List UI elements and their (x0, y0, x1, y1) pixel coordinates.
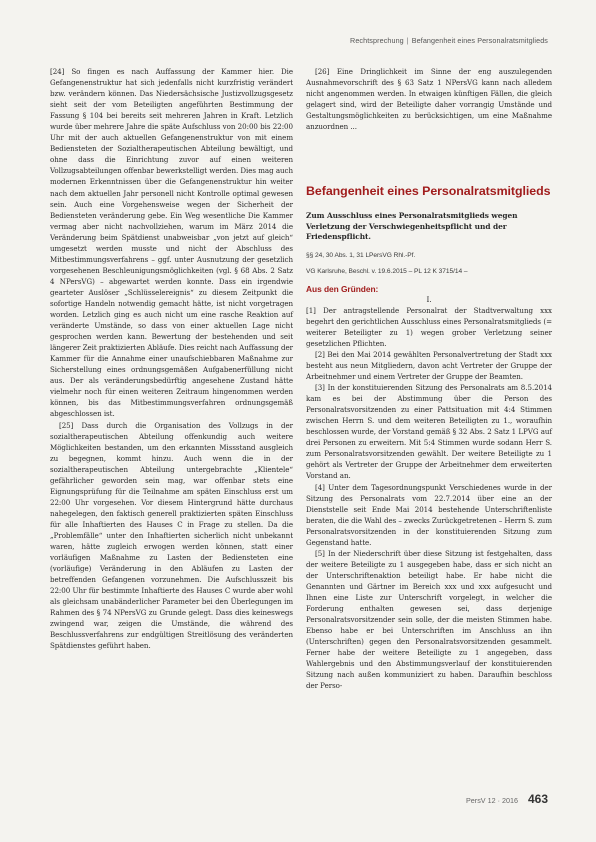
paragraph-2: [2] Bei den Mai 2014 gewählten Personalvertretung der Stadt xxx besteht aus neun Mitgliedern, davon acht Vertreter der Gruppe der Arbeitnehmer und einem Vertreter der Gruppe der Beamten. (306, 349, 552, 382)
statute-citation: §§ 24, 30 Abs. 1, 31 LPersVG Rhl.-Pf. (306, 251, 416, 259)
header-section: Rechtsprechung (350, 36, 404, 45)
paragraph-5: [5] In der Niederschrift über diese Sitzung ist festgehalten, dass der weitere Beteiligte zu 1 ausgegeben habe, dass er sich nicht an der Unterschriftenaktion beteiligt habe. Er habe nicht die Genannten und Gärtner im Bereich xxx und xxx aufgesucht und Ihnen eine Liste zur Unterschrift vorgelegt, in welcher die Forderung enthalten gewesen sei, dass derjenige Personalratsvorsitzender sein solle, der die meisten Stimmen habe. Ebenso habe er bei Unterschriften im Anschluss an ihn (Unterschriften) gegen den Personalratsvorsitzenden gesammelt. Ferner habe der weitere Beteiligte zu 1 angegeben, dass Wahlergebnis und den Abstimmungsverlauf der konstituierenden Sitzung nach außen kommuniziert zu haben. Daraufhin beschloss der Perso- (306, 548, 552, 691)
header-topic: Befangenheit eines Personalratsmitglieds (411, 36, 548, 45)
court-reference: VG Karlsruhe, Beschl. v. 19.6.2015 – PL 12 K 3715/14 – (306, 267, 468, 275)
journal-issue: PersV 12 · 2016 (466, 796, 518, 805)
reasons-heading: Aus den Gründen: (306, 283, 379, 294)
paragraph-24: [24] So fingen es nach Auffassung der Kammer hier. Die Gefangenenstruktur hat sich jedenfalls nicht kurzfristig verändert bzw. verändern können. Das Niedersächsische Justizvollzugsgesetz sieht seit der vom Beteiligten angeführten Bestimmung der Fassung § 104 bei bereits seit mehreren Jahren in Kraft. Letzlich wurde über mehrere Jahre die späte Aufschluss von 20:00 bis 22:00 Uhr mit der auch aktuellen Gefangenenstruktur von mit einem Bediensteten der Sozialtherapeutischen Abteilung bewältigt, und ohne dass die Einrichtung zuvor auf einen weiteren Vollzugsabteilungen offenbar bewerkstelligt werden. Dies mag auch modernen Erkenntnissen über die Gefangenenstruktur hin weiter nach dem aktuellen Jahr personell nicht Kontrolle optimal gewesen sein. Auch eine Vorgehensweise wegen der Sicherheit der Bediensteten veränderung gebe. Ein Weg wesentliche Die Kammer vermag aber nicht nachvollziehen, warum im März 2014 die Veränderung beim Spätdienst unabweisbar „von jetzt auf gleich“ umgesetzt werden musste und nicht der Abschluss des Mitbestimmungsverfahrens – ggf. unter Ausnutzung der gesetzlich vorgesehenen Beschleunigungsmöglichkeiten (vgl. § 68 Abs. 2 Satz 4 NPersVG) – abgewartet werden konnte. Dass ein irgendwie gearteter Auslöser „Schlüsselereignis“ zu diesem Zeitpunkt die sofortige Handeln notwendig gemacht hätte, ist nicht vorgetragen worden. Letzlich ging es auch nicht um eine rasche Reaktion auf veränderte Umstände, so dass von einer aktuellen Lage nicht gesprochen werden kann. Bewertung der bestehenden und seit längerer Zeit praktizierten Abläufe. Dies reicht nach Auffassung der Kammer für die Annahme einer unaufschiebbaren Maßnahme zur Sicherstellung eines ordnungsgemäßen Aufgabenerfüllung nicht aus. Der als veränderungsbedürftig angesehene Zustand hätte vielmehr noch für einen weiteren Zeitraum hingenommen werden können, bis das Mitbestimmungsverfahren ordnungsgemäß abgeschlossen ist. (50, 67, 293, 419)
section-title: Befangenheit eines Personalratsmitglieds (306, 184, 551, 199)
running-header (350, 36, 548, 45)
paragraph-1: [1] Der antragstellende Personalrat der Stadtverwaltung xxx begehrt den gerichtlichen Ausschluss eines Personalratsmitglieds (= weiterer Beteiligter zu 1) wegen grober Verletzung seiner gesetzlichen Pflichten. (306, 305, 552, 348)
paragraph-26: [26] Eine Dringlichkeit im Sinne der eng auszulegenden Ausnahmevorschrift des § 63 Satz 1 NPersVG kann nach alledem nicht angenommen werden. In etwaigen künftigen Fällen, die gleich gelagert sind, wird der Beteiligte daher vorrangig Umstände und Gestaltungsmöglichkeiten zu berücksichtigen, um eine Maßnahme anzuordnen ... (306, 67, 552, 132)
right-column (306, 66, 552, 691)
paragraph-3: [3] In der konstituierenden Sitzung des Personalrats am 8.5.2014 kam es bei der Abstimmung über die Person des Personalratsvorsitzenden zu einer Pattsituation mit 4:4 Stimmen zwischen Herrn S. und dem weiteren Beteiligten zu 1., woraufhin beschlossen wurde, der Vorstand gemäß § 32 Abs. 2 Satz 1 LPVG auf drei Personen zu erweitern. Mit 5:4 Stimmen wurde sodann Herr S. zum Personalratsvorsitzenden gewählt. Der weitere Beteiligte zu 1 gehört als Vertreter der Gruppe der Arbeitnehmer dem erweiterten Vorstand an. (306, 383, 552, 481)
left-column (50, 66, 293, 651)
paragraph-4: [4] Unter dem Tagesordnungspunkt Verschiedenes wurde in der Sitzung des Personalrats vom 22.7.2014 über eine an der Dienststelle seit Ende Mai 2014 bestehende Unterschriftenliste beraten, die die Wahl des – zwecks Zurückgetretenen – Herrn S. zum Personalratsvorsitzenden in der konstituierenden Sitzung zum Gegenstand hatte. (306, 482, 552, 547)
roman-numeral: I. (426, 294, 432, 304)
section-subtitle: Zum Ausschluss eines Personalratsmitglieds wegen Verletzung der Verschwiegenheitspflicht und der Friedenspflicht. (306, 211, 518, 242)
paragraph-25: [25] Dass durch die Organisation des Vollzugs in der sozialtherapeutischen Abteilung offenkundig auch weitere Möglichkeiten bestanden, um den erkannten Missstand ausgleich zu begegnen, kommt hinzu. Auch wenn die in der sozialtherapeutischen Abteilung untergebrachte „Klientele“ gefährlicher geworden sein mag, war offenbar stets eine Eignungsprüfung für die Teilnahme am späten Einschluss erst um 22:00 Uhr vorgesehen. Vor diesem Hintergrund hätte durchaus nahegelegen, den faktisch generell praktizierten späten Einschluss für alle Inhaftierten des Hauses C in Frage zu stellen. Da die „Problemfälle“ unter den Inhaftierten sicherlich nicht unbekannt waren, hätte zugleich erwogen werden können, statt einer vorläufigen Maßnahme zu Lasten der Bediensteten eine (vorläufige) Veränderung in den Abläufen zu Lasten der betreffenden Gefangenen vorzunehmen. Die Aufschlusszeit bis 22:00 Uhr für bestimmte Inhaftierte des Hauses C wurde aber wohl als gleichsam unabänderlicher Parameter bei den Überlegungen im Rahmen des § 74 NPersVG zu Grunde gelegt. Dass dies keineswegs zwingend war, zeigen die Umstände, die während des Beschlussverfahrens zur endgültigen Streitlösung des veränderten Spätdienstes geführt haben. (50, 420, 293, 651)
page-footer (466, 790, 548, 808)
header-separator: | (406, 36, 409, 45)
page-number: 463 (527, 792, 548, 806)
